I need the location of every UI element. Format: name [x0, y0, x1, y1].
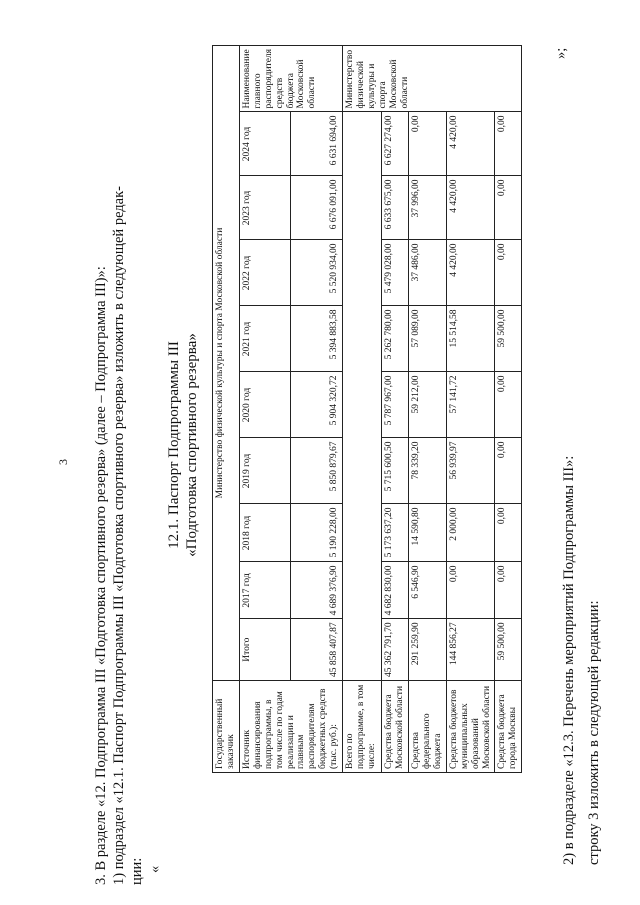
- subsection-text-line2: ции:: [129, 857, 145, 885]
- total-cell: 5 904 320,72: [291, 372, 343, 438]
- table-cell: 6 627 274,00: [382, 112, 409, 176]
- header-2019: 2019 год: [239, 438, 291, 504]
- passport-heading-line2: «Подготовка спортивного резерва»: [184, 333, 200, 557]
- row-label: Всего по подпрограмме, в том числе:: [343, 681, 382, 773]
- table-cell: 0,00: [495, 562, 522, 619]
- total-cell: 5 850 879,67: [291, 438, 343, 504]
- table-cell: 5 715 600,50: [382, 438, 409, 504]
- row-label: Средства федерального бюджета: [408, 681, 446, 773]
- header-2018: 2018 год: [239, 504, 291, 562]
- subsection-text-line1: 1) подраздел «12.1. Паспорт Подпрограммы III «Подготовка спортивного резерва» изложить в следующей редак-: [111, 186, 127, 885]
- table-cell: 6 546,90: [408, 562, 446, 619]
- customer-row: [213, 45, 240, 772]
- table-cell: 0,00: [495, 176, 522, 240]
- table-cell: 291 259,90: [408, 619, 446, 681]
- passport-heading-line1: 12.1. Паспорт Подпрограммы III: [166, 341, 182, 549]
- header-2017: 2017 год: [239, 562, 291, 619]
- table-cell: 0,00: [495, 112, 522, 176]
- table-cell: 144 856,27: [446, 619, 495, 681]
- total-cell: 45 858 407,87: [291, 619, 343, 681]
- table-cell: 57 089,00: [408, 306, 446, 372]
- customer-value: Министерство физической культуры и спорта Московской области: [213, 45, 240, 680]
- manager-header: Наименование главного распорядителя средств бюджета Московской области: [239, 45, 342, 112]
- header-2020: 2020 год: [239, 372, 291, 438]
- total-cell: 4 689 376,90: [291, 562, 343, 619]
- table-cell: 4 420,00: [446, 176, 495, 240]
- table-cell: 59 212,00: [408, 372, 446, 438]
- header-row: [239, 45, 291, 772]
- table-cell: 5 787 967,00: [382, 372, 409, 438]
- table-cell: 5 479 028,00: [382, 240, 409, 306]
- closing-quote: »;: [553, 47, 569, 59]
- table-cell: 37 996,00: [408, 176, 446, 240]
- header-2022: 2022 год: [239, 240, 291, 306]
- subprogram-total-row: [343, 45, 382, 772]
- table-cell: 0,00: [495, 372, 522, 438]
- passport-table: [212, 45, 522, 773]
- table-cell: 14 590,80: [408, 504, 446, 562]
- table-cell: 37 486,00: [408, 240, 446, 306]
- sources-label: Источник финансирования подпрограммы, в том числе по годам реализации и главным распорядителям бюджетных средств (тыс. руб.):: [239, 681, 342, 773]
- table-cell: 78 339,20: [408, 438, 446, 504]
- perechen-line: 2) в подразделе «12.3. Перечень мероприятий Подпрограммы III»:: [561, 455, 577, 865]
- empty-cell: [343, 112, 382, 681]
- header-total: Итого: [239, 619, 291, 681]
- row-label: Средства бюджетов муниципальных образований Московской области: [446, 681, 495, 773]
- section-intro: 3. В разделе «12. Подпрограмма III «Подготовка спортивного резерва» (далее – Подпрограмма III)»:: [93, 266, 109, 885]
- total-cell: 5 394 883,58: [291, 306, 343, 372]
- header-2021: 2021 год: [239, 306, 291, 372]
- table-cell: 0,00: [495, 240, 522, 306]
- row-label: Средства бюджета города Москвы: [495, 681, 522, 773]
- table-cell: 4 420,00: [446, 240, 495, 306]
- table-cell: 6 633 675,00: [382, 176, 409, 240]
- table-cell: 56 939,97: [446, 438, 495, 504]
- row3-line: строку 3 изложить в следующей редакции:: [586, 600, 602, 865]
- table-cell: 0,00: [495, 504, 522, 562]
- table-cell: 45 362 791,70: [382, 619, 409, 681]
- row-label: Средства бюджета Московской области: [382, 681, 409, 773]
- opening-quote: «: [147, 865, 163, 873]
- total-cell: 5 190 228,00: [291, 504, 343, 562]
- table-cell: 2 000,00: [446, 504, 495, 562]
- table-cell: 59 500,00: [495, 306, 522, 372]
- table-row: [382, 45, 409, 772]
- header-2024: 2024 год: [239, 112, 291, 176]
- table-cell: 57 141,72: [446, 372, 495, 438]
- table-cell: 4 420,00: [446, 112, 495, 176]
- header-2023: 2023 год: [239, 176, 291, 240]
- table-cell: 0,00: [495, 438, 522, 504]
- total-cell: 6 631 694,00: [291, 112, 343, 176]
- table-cell: 5 173 637,20: [382, 504, 409, 562]
- table-cell: 5 262 780,00: [382, 306, 409, 372]
- customer-label: Государственный заказчик: [213, 681, 240, 773]
- table-cell: 0,00: [446, 562, 495, 619]
- table-cell: 59 500,00: [495, 619, 522, 681]
- manager-value: Министерство физической культуры и спорта Московской области: [343, 45, 522, 112]
- table-cell: 4 682 830,00: [382, 562, 409, 619]
- page-number: 3: [56, 459, 70, 465]
- table-cell: 15 514,58: [446, 306, 495, 372]
- total-values-row: [291, 45, 343, 772]
- table-row: [408, 45, 446, 772]
- total-cell: 5 520 934,00: [291, 240, 343, 306]
- total-cell: 6 676 091,00: [291, 176, 343, 240]
- table-row: [446, 45, 495, 772]
- table-row: [495, 45, 522, 772]
- table-cell: 0,00: [408, 112, 446, 176]
